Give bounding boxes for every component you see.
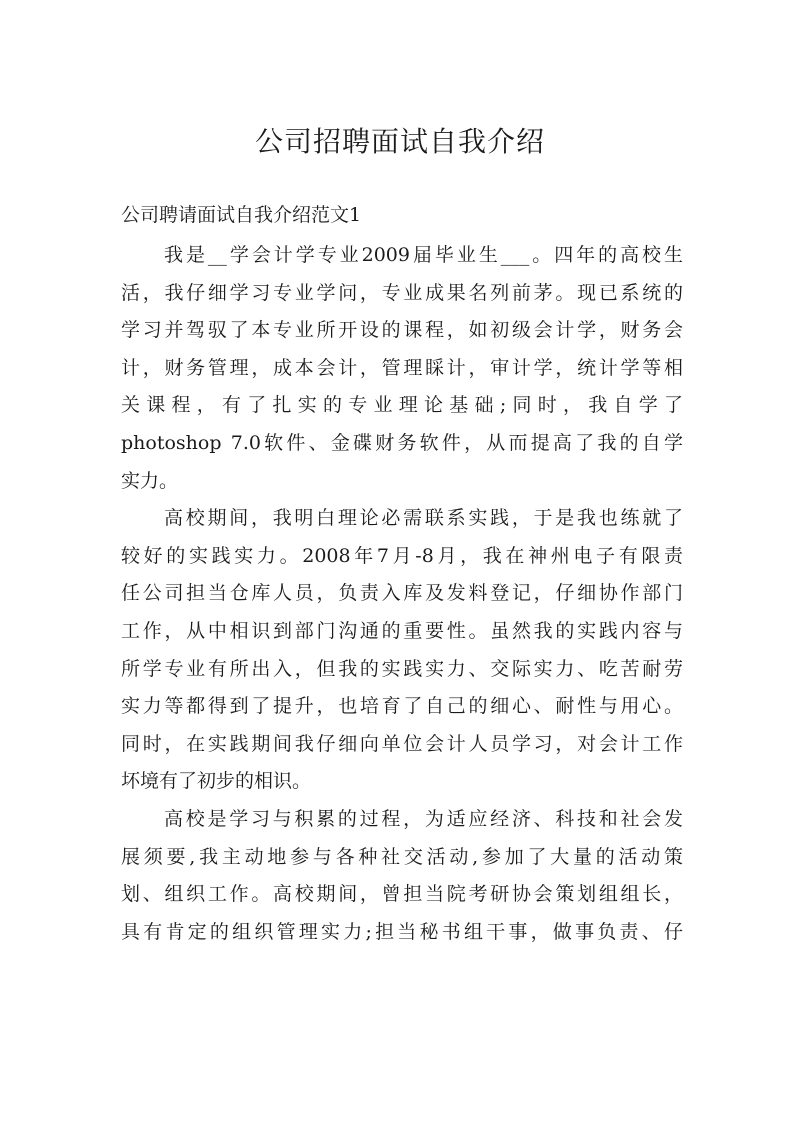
text-line: 划、组织工作。高校期间，曾担当院考研协会策划组组长， [121,883,683,906]
text-line: 工作，从中相识到部门沟通的重要性。虽然我的实践内容与 [121,619,683,642]
text-line: 活，我仔细学习专业学问，专业成果名列前茅。现已系统的 [121,281,683,304]
paragraph [121,237,683,500]
text-line: 具有肯定的组织管理实力;担当秘书组干事，做事负责、仔 [121,920,683,943]
document-subtitle: 公司聘请面试自我介绍范文1 [121,204,362,226]
text-line: 所学专业有所出入，但我的实践实力、交际实力、吃苦耐劳 [121,657,683,680]
text-line: 展须要,我主动地参与各种社交活动,参加了大量的活动策 [121,845,683,868]
paragraph [121,500,683,801]
document-body [121,237,683,951]
text-line: 我是__学会计学专业2009届毕业生___。四年的高校生 [164,244,683,266]
text-line: 较好的实践实力。2008年7月-8月，我在神州电子有限责 [121,544,683,567]
text-line: photoshop 7.0软件、金碟财务软件，从而提高了我的自学 [121,431,683,454]
text-line: 高校期间，我明白理论必需联系实践，于是我也练就了 [164,507,683,530]
text-line: 学习并驾驭了本专业所开设的课程，如初级会计学，财务会 [121,319,683,342]
text-line: 实力等都得到了提升，也培育了自己的细心、耐性与用心。 [121,695,683,718]
text-line: 任公司担当仓库人员，负责入库及发料登记，仔细协作部门 [121,582,683,605]
text-line: 高校是学习与积累的过程，为适应经济、科技和社会发 [164,807,683,830]
text-line: 同时，在实践期间我仔细向单位会计人员学习，对会计工作 [121,732,683,755]
text-line: 关课程，有了扎实的专业理论基础;同时，我自学了 [121,394,683,417]
paragraph [121,801,683,951]
text-line: 坏境有了初步的相识。 [121,770,312,793]
text-line: 实力。 [121,469,179,492]
text-line: 计，财务管理，成本会计，管理睬计，审计学，统计学等相 [121,356,683,379]
document-title: 公司招聘面试自我介绍 [254,125,545,158]
